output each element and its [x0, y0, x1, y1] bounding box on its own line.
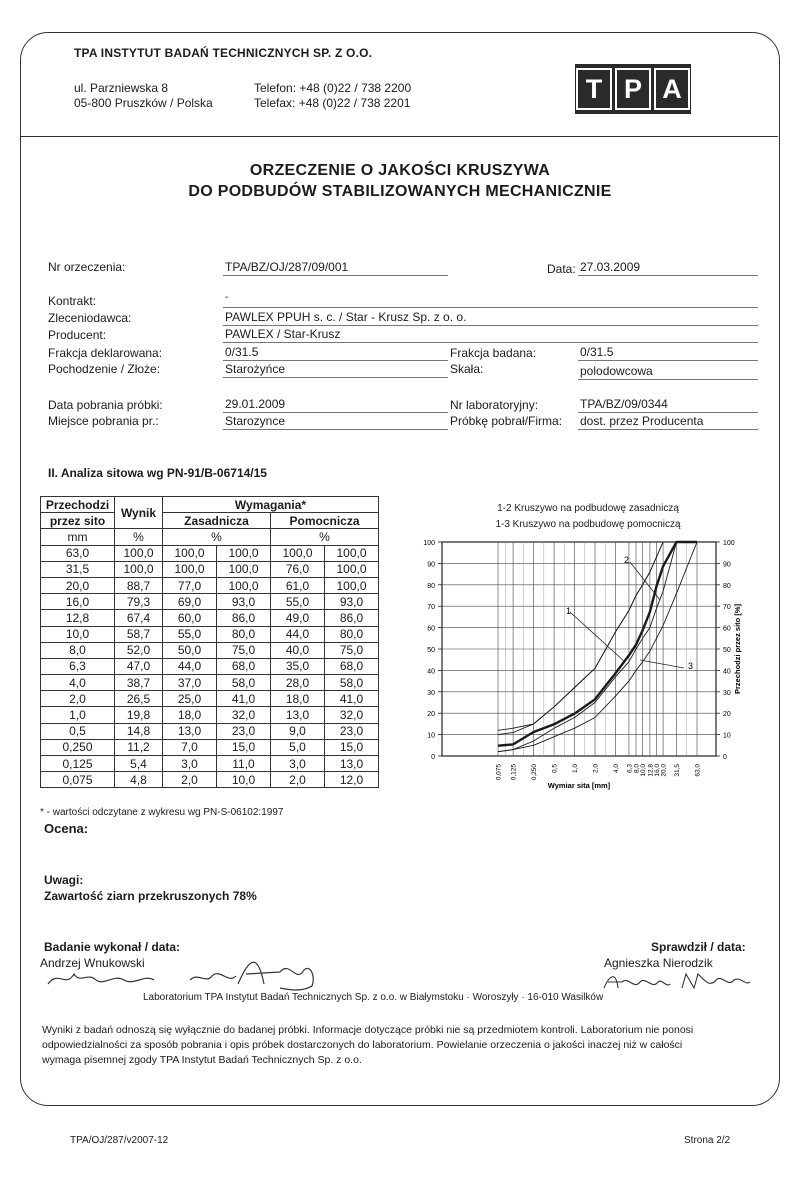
x-axis-label: Wymiar sita [mm]: [547, 781, 611, 790]
nr-laboratoryjny-value: TPA/BZ/09/0344: [578, 397, 758, 413]
x-tick-label: 0,250: [531, 764, 539, 781]
x-tick-label: 8,0: [633, 764, 641, 774]
x-tick-label: 0,075: [495, 764, 503, 781]
cell-zas-min: 77,0: [163, 577, 217, 593]
y-tick-label-right: 0: [723, 754, 727, 761]
cell-pom-max: 32,0: [325, 707, 379, 723]
cell-wynik: 5,4: [115, 756, 163, 772]
company-name: TPA INSTYTUT BADAŃ TECHNICZNYCH SP. Z O.O.: [74, 46, 373, 60]
cell-sito: 0,125: [41, 756, 115, 772]
frakcja-deklarowana-label: Frakcja deklarowana:: [48, 346, 163, 360]
chart-legend-2: 1-3 Kruszywo na podbudowę pomocniczą: [495, 519, 681, 530]
y-tick-label-right: 100: [723, 540, 735, 547]
x-tick-label: 4,0: [613, 764, 621, 774]
x-tick-label: 16,0: [653, 764, 661, 777]
sprawdzil-label: Sprawdził / data:: [651, 940, 746, 954]
unit-pct-zasadnicza: %: [163, 529, 271, 545]
curve-label: 1: [566, 606, 572, 616]
signature-nierodzik: [600, 968, 760, 996]
cell-pom-max: 100,0: [325, 545, 379, 561]
zleceniodawca-label: Zleceniodawca:: [48, 311, 132, 325]
disclaimer-line2: odpowiedzialności za sposób pobrania i opis próbek dostarczonych do laboratorium. Powielanie orzeczenia o jakości inaczej niż w całości: [42, 1039, 683, 1051]
company-fax: Telefax: +48 (0)22 / 738 2201: [254, 96, 411, 110]
series-zasadnicza-min: [498, 542, 697, 752]
curve-label: 2: [624, 555, 630, 565]
cell-zas-max: 100,0: [217, 561, 271, 577]
cell-zas-max: 80,0: [217, 626, 271, 642]
chart-legend-1: 1-2 Kruszywo na podbudowę zasadniczą: [497, 503, 679, 514]
header-przechodzi: Przechodzi: [41, 497, 115, 513]
curve-label: 3: [688, 661, 694, 671]
cell-pom-max: 58,0: [325, 675, 379, 691]
cell-pom-max: 13,0: [325, 756, 379, 772]
header-wynik: Wynik: [115, 497, 163, 529]
pobral-value: dost. przez Producenta: [578, 414, 758, 430]
cell-wynik: 88,7: [115, 577, 163, 593]
logo-letter-p: P: [615, 68, 651, 110]
cell-zas-max: 11,0: [217, 756, 271, 772]
cell-pom-min: 61,0: [271, 577, 325, 593]
cell-zas-max: 10,0: [217, 772, 271, 788]
curve-label-leader: [640, 660, 684, 668]
y-tick-label: 90: [427, 561, 435, 569]
series-zasadnicza-max: [498, 542, 697, 735]
cell-zas-max: 32,0: [217, 707, 271, 723]
cell-pom-min: 3,0: [271, 756, 325, 772]
footer-page: Strona 2/2: [684, 1135, 731, 1146]
cell-wynik: 100,0: [115, 561, 163, 577]
y-tick-label: 20: [427, 711, 435, 719]
cell-zas-min: 2,0: [163, 772, 217, 788]
cell-pom-max: 100,0: [325, 577, 379, 593]
pochodzenie-value: Starożyńce: [223, 362, 448, 378]
cell-zas-max: 75,0: [217, 642, 271, 658]
series-pomocnicza-max: [498, 542, 697, 730]
section-title: II. Analiza sitowa wg PN-91/B-06714/15: [48, 466, 267, 480]
cell-wynik: 38,7: [115, 675, 163, 691]
producent-label: Producent:: [48, 328, 107, 342]
cell-pom-max: 86,0: [325, 610, 379, 626]
cell-wynik: 14,8: [115, 723, 163, 739]
cell-zas-max: 93,0: [217, 594, 271, 610]
badanie-label: Badanie wykonał / data:: [44, 940, 181, 954]
nr-orzeczenia-label: Nr orzeczenia:: [48, 260, 126, 274]
cell-zas-min: 69,0: [163, 594, 217, 610]
footer-code: TPA/OJ/287/v2007-12: [70, 1135, 169, 1146]
x-tick-label: 31,5: [674, 764, 682, 777]
miejsce-pobrania-label: Miejsce pobrania pr.:: [48, 414, 159, 428]
unit-pct-pomocnicza: %: [271, 529, 379, 545]
logo-letter-t: T: [576, 68, 612, 110]
header-wymagania: Wymagania*: [163, 497, 379, 513]
cell-zas-min: 18,0: [163, 707, 217, 723]
badanie-name: Andrzej Wnukowski: [40, 956, 145, 970]
x-tick-label: 0,125: [510, 764, 518, 781]
cell-zas-min: 44,0: [163, 658, 217, 674]
unit-mm: mm: [41, 529, 115, 545]
cell-zas-max: 86,0: [217, 610, 271, 626]
cell-pom-min: 28,0: [271, 675, 325, 691]
cell-zas-max: 100,0: [217, 545, 271, 561]
cell-pom-min: 49,0: [271, 610, 325, 626]
cell-sito: 10,0: [41, 626, 115, 642]
y-tick-label: 30: [427, 689, 435, 697]
series-pomocnicza-min: [498, 542, 697, 752]
x-tick-label: 1,0: [572, 764, 580, 774]
cell-pom-min: 18,0: [271, 691, 325, 707]
nr-orzeczenia-value: TPA/BZ/OJ/287/09/001: [223, 260, 448, 276]
header-przez-sito: przez sito: [41, 513, 115, 529]
y-tick-label-right: 30: [723, 689, 731, 697]
cell-zas-max: 15,0: [217, 739, 271, 755]
frakcja-deklarowana-value: 0/31.5: [223, 345, 448, 361]
x-tick-label: 20,0: [660, 764, 668, 777]
cell-zas-min: 100,0: [163, 545, 217, 561]
cell-zas-min: 25,0: [163, 691, 217, 707]
document-title-line1: ORZECZENIE O JAKOŚCI KRUSZYWA: [249, 162, 551, 179]
data-pobrania-label: Data pobrania próbki:: [48, 398, 163, 412]
cell-pom-min: 5,0: [271, 739, 325, 755]
cell-sito: 6,3: [41, 658, 115, 674]
disclaimer-line1: Wyniki z badań odnoszą się wyłącznie do badanej próbki. Informacje dotyczące próbki nie są przedmiotem kontroli. Laboratorium nie ponosi: [42, 1024, 694, 1036]
ocena-label: Ocena:: [44, 821, 89, 836]
cell-zas-min: 3,0: [163, 756, 217, 772]
y-tick-label-right: 70: [723, 604, 731, 612]
cell-sito: 12,8: [41, 610, 115, 626]
signature-wnukowski: [40, 950, 330, 995]
frakcja-badana-label: Frakcja badana:: [450, 346, 537, 360]
x-tick-label: 12,8: [647, 764, 655, 777]
cell-wynik: 100,0: [115, 545, 163, 561]
kontrakt-value: -: [223, 292, 758, 308]
cell-sito: 63,0: [41, 545, 115, 561]
y-tick-label: 0: [431, 754, 435, 761]
y-tick-label-right: 80: [723, 582, 731, 590]
cell-sito: 8,0: [41, 642, 115, 658]
cell-pom-min: 40,0: [271, 642, 325, 658]
cell-wynik: 67,4: [115, 610, 163, 626]
x-tick-label: 10,0: [640, 764, 648, 777]
data-value: 27.03.2009: [578, 260, 758, 276]
cell-sito: 20,0: [41, 577, 115, 593]
pobral-label: Próbkę pobrał/Firma:: [450, 414, 563, 428]
y-axis-label: Przechodzi przez sito [%]: [733, 603, 742, 695]
cell-wynik: 26,5: [115, 691, 163, 707]
cell-sito: 2,0: [41, 691, 115, 707]
frakcja-badana-value: 0/31.5: [578, 345, 758, 361]
company-phone: Telefon: +48 (0)22 / 738 2200: [254, 81, 412, 95]
data-pobrania-value: 29.01.2009: [223, 397, 448, 413]
cell-pom-max: 80,0: [325, 626, 379, 642]
cell-sito: 31,5: [41, 561, 115, 577]
y-tick-label: 40: [427, 668, 435, 676]
uwagi-text: Zawartość ziarn przekruszonych 78%: [44, 889, 257, 903]
cell-pom-max: 15,0: [325, 739, 379, 755]
cell-zas-min: 13,0: [163, 723, 217, 739]
cell-pom-max: 12,0: [325, 772, 379, 788]
y-tick-label: 60: [427, 625, 435, 633]
cell-pom-max: 100,0: [325, 561, 379, 577]
company-street: ul. Parzniewska 8: [74, 81, 169, 95]
uwagi-label: Uwagi:: [44, 873, 84, 887]
cell-pom-max: 93,0: [325, 594, 379, 610]
cell-wynik: 52,0: [115, 642, 163, 658]
cell-sito: 0,250: [41, 739, 115, 755]
cell-sito: 4,0: [41, 675, 115, 691]
y-tick-label-right: 20: [723, 711, 731, 719]
lab-address: Laboratorium TPA Instytut Badań Technicznych Sp. z o.o. w Białymstoku · Woroszyły · 16-010 Wasilków: [143, 992, 604, 1003]
y-tick-label: 50: [427, 647, 435, 654]
y-tick-label: 80: [427, 582, 435, 590]
cell-sito: 1,0: [41, 707, 115, 723]
unit-pct-wynik: %: [115, 529, 163, 545]
cell-sito: 0,5: [41, 723, 115, 739]
cell-pom-min: 55,0: [271, 594, 325, 610]
zleceniodawca-value: PAWLEX PPUH s. c. / Star - Krusz Sp. z o. o.: [223, 310, 758, 326]
cell-pom-max: 41,0: [325, 691, 379, 707]
producent-value: PAWLEX / Star-Krusz: [223, 327, 758, 343]
curve-label-leader: [570, 612, 625, 662]
y-tick-label: 10: [427, 732, 435, 740]
kontrakt-label: Kontrakt:: [48, 294, 97, 308]
skala-value: polodowcowa: [578, 364, 758, 380]
cell-sito: 16,0: [41, 594, 115, 610]
cell-pom-min: 9,0: [271, 723, 325, 739]
cell-wynik: 4,8: [115, 772, 163, 788]
cell-pom-min: 44,0: [271, 626, 325, 642]
cell-pom-min: 35,0: [271, 658, 325, 674]
cell-pom-max: 68,0: [325, 658, 379, 674]
cell-zas-max: 58,0: [217, 675, 271, 691]
cell-zas-max: 100,0: [217, 577, 271, 593]
cell-wynik: 79,3: [115, 594, 163, 610]
header-pomocnicza: Pomocnicza: [271, 513, 379, 529]
cell-pom-min: 13,0: [271, 707, 325, 723]
y-tick-label: 70: [427, 604, 435, 612]
cell-zas-min: 55,0: [163, 626, 217, 642]
cell-pom-max: 23,0: [325, 723, 379, 739]
y-tick-label-right: 50: [723, 647, 731, 654]
logo-letter-a: A: [654, 68, 690, 110]
cell-pom-min: 76,0: [271, 561, 325, 577]
y-tick-label: 100: [423, 540, 435, 547]
miejsce-pobrania-value: Starozynce: [223, 414, 448, 430]
disclaimer-line3: wymaga pisemnej zgody TPA Instytut Badań Technicznych Sp. z o.o.: [42, 1054, 362, 1066]
cell-zas-max: 68,0: [217, 658, 271, 674]
x-tick-label: 63,0: [694, 764, 702, 777]
cell-zas-min: 60,0: [163, 610, 217, 626]
pochodzenie-label: Pochodzenie / Złoże:: [48, 362, 161, 376]
x-tick-label: 0,5: [551, 764, 559, 774]
cell-wynik: 58,7: [115, 626, 163, 642]
y-tick-label-right: 10: [723, 732, 731, 740]
x-tick-label: 6,3: [626, 764, 634, 774]
skala-label: Skała:: [450, 362, 484, 376]
cell-zas-min: 100,0: [163, 561, 217, 577]
cell-wynik: 19,8: [115, 707, 163, 723]
cell-wynik: 11,2: [115, 739, 163, 755]
nr-laboratoryjny-label: Nr laboratoryjny:: [450, 398, 539, 412]
cell-zas-max: 23,0: [217, 723, 271, 739]
cell-zas-min: 7,0: [163, 739, 217, 755]
document-title-line2: DO PODBUDÓW STABILIZOWANYCH MECHANICZNIE: [188, 183, 612, 200]
curve-label-leader: [630, 562, 660, 600]
data-label: Data:: [547, 262, 576, 276]
header-zasadnicza: Zasadnicza: [163, 513, 271, 529]
cell-pom-max: 75,0: [325, 642, 379, 658]
cell-zas-min: 50,0: [163, 642, 217, 658]
sprawdzil-name: Agnieszka Nierodzik: [604, 956, 713, 970]
cell-pom-min: 2,0: [271, 772, 325, 788]
cell-wynik: 47,0: [115, 658, 163, 674]
x-tick-label: 2,0: [592, 764, 600, 774]
cell-sito: 0,075: [41, 772, 115, 788]
cell-pom-min: 100,0: [271, 545, 325, 561]
cell-zas-max: 41,0: [217, 691, 271, 707]
y-tick-label-right: 90: [723, 561, 731, 569]
y-tick-label-right: 60: [723, 625, 731, 633]
y-tick-label-right: 40: [723, 668, 731, 676]
company-city: 05-800 Pruszków / Polska: [74, 96, 213, 110]
table-footnote: * - wartości odczytane z wykresu wg PN-S-06102:1997: [40, 807, 284, 818]
cell-zas-min: 37,0: [163, 675, 217, 691]
